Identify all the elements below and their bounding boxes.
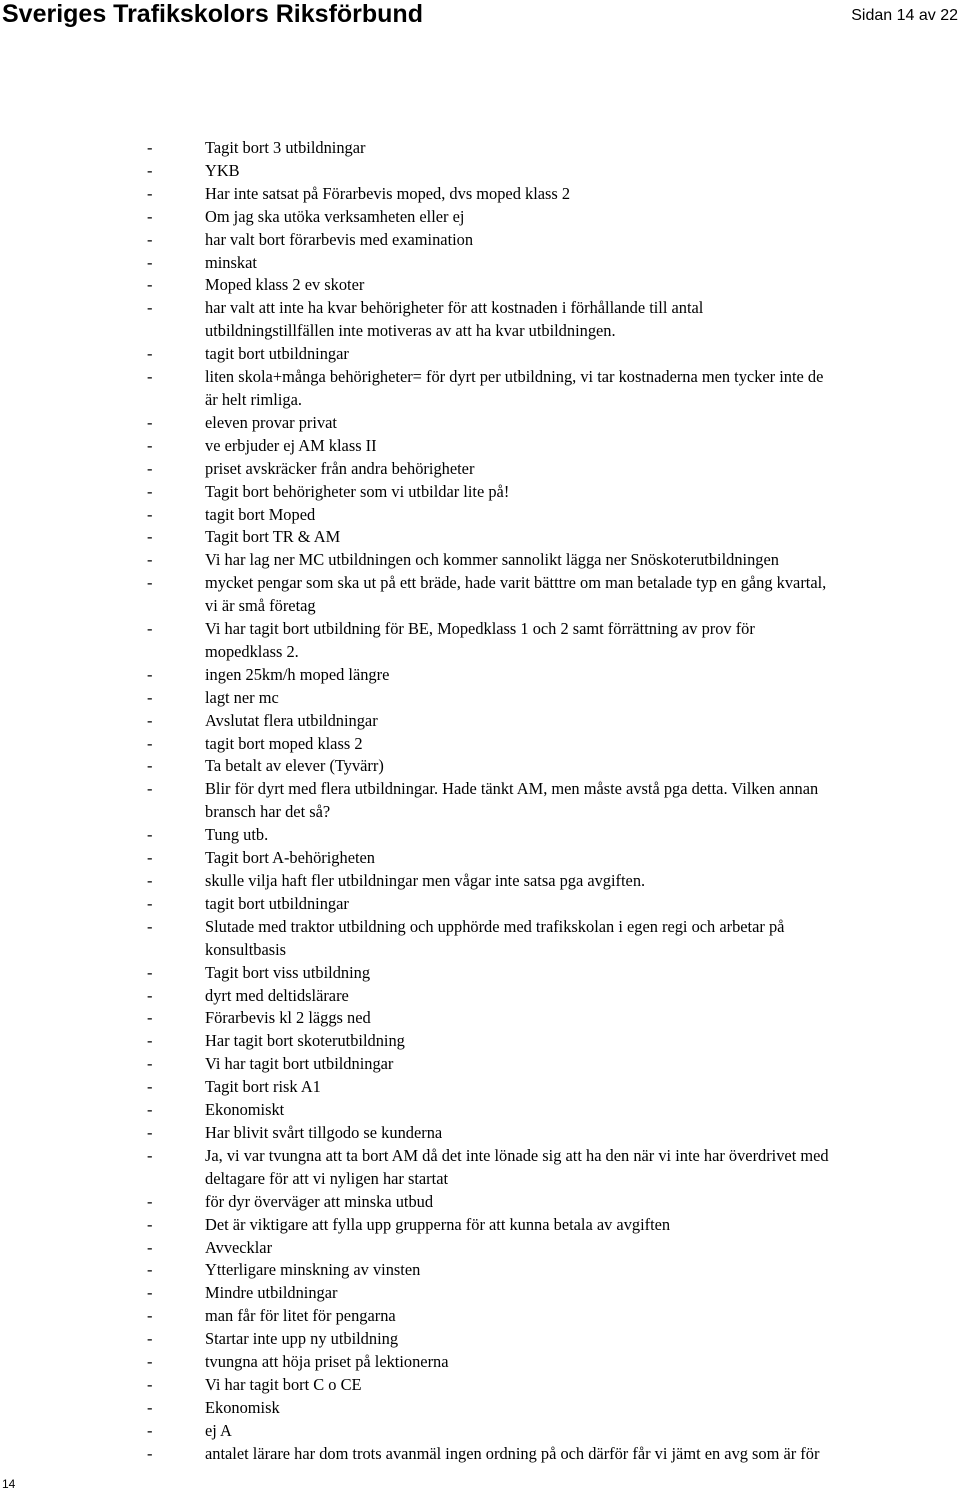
- list-item: [147, 618, 960, 664]
- list-item: [147, 1099, 960, 1122]
- list-item: [147, 1282, 960, 1305]
- list-item: [147, 1443, 960, 1466]
- bullet-dash: -: [147, 481, 153, 501]
- list-item-text: ve erbjuder ej AM klass II: [205, 435, 377, 455]
- list-item: [147, 458, 960, 481]
- list-item-text: Tagit bort TR & AM: [205, 527, 341, 547]
- list-item-text: antalet lärare har dom trots avanmäl ingen ordning på och därför får vi jämt en avg som är för: [205, 1443, 820, 1463]
- list-item: [147, 985, 960, 1008]
- list-item-text: Vi har lag ner MC utbildningen och kommer sannolikt lägga ner Snöskoterutbildningen: [205, 550, 779, 570]
- bullet-dash: -: [147, 458, 153, 478]
- bullet-dash: -: [147, 412, 153, 432]
- list-item-text: Vi har tagit bort C o CE: [205, 1374, 362, 1394]
- list-item-text: eleven provar privat: [205, 412, 337, 432]
- bullet-dash: -: [147, 1054, 153, 1074]
- bullet-dash: -: [147, 733, 153, 753]
- list-item-text: Har tagit bort skoterutbildning: [205, 1031, 405, 1051]
- list-item-text: skulle vilja haft fler utbildningar men vågar inte satsa pga avgiften.: [205, 871, 646, 890]
- list-item-text: konsultbasis: [205, 939, 287, 959]
- list-item-text: Vi har tagit bort utbildningar: [205, 1054, 394, 1074]
- bullet-dash: -: [147, 985, 153, 1005]
- bullet-dash: -: [147, 1077, 153, 1097]
- bullet-dash: -: [147, 893, 153, 913]
- list-item: [147, 847, 960, 870]
- footer-page-number: 14: [2, 1477, 16, 1491]
- list-item-text: priset avskräcker från andra behörigheter: [205, 458, 475, 478]
- bullet-dash: -: [147, 435, 153, 455]
- list-item: [147, 687, 960, 710]
- list-item-text: Det är viktigare att fylla upp grupperna för att kunna betala av avgiften: [205, 1214, 671, 1234]
- bullet-dash: -: [147, 344, 153, 364]
- list-item-text: bransch har det så?: [205, 802, 331, 822]
- list-item: [147, 1397, 960, 1420]
- list-item: [147, 1007, 960, 1030]
- list-item: [147, 733, 960, 756]
- bullet-dash: -: [147, 504, 153, 524]
- bullet-dash: -: [147, 1397, 153, 1417]
- list-item-text: Tung utb.: [205, 825, 269, 845]
- list-item-text: mopedklass 2.: [205, 641, 299, 661]
- list-item-text: Avslutat flera utbildningar: [205, 710, 378, 730]
- list-item-text: Tagit bort viss utbildning: [205, 962, 371, 982]
- list-item: [147, 755, 960, 778]
- bullet-dash: -: [147, 756, 153, 776]
- list-item: [147, 1214, 960, 1237]
- list-item: [147, 916, 960, 962]
- list-item-text: tagit bort utbildningar: [205, 893, 349, 913]
- list-item: [147, 710, 960, 733]
- bullet-dash: -: [147, 138, 153, 157]
- list-item-text: Om jag ska utöka verksamheten eller ej: [205, 206, 465, 226]
- bullet-dash: -: [147, 275, 153, 295]
- bullet-dash: -: [147, 779, 153, 799]
- bullet-dash: -: [147, 160, 153, 180]
- list-item: [147, 1145, 960, 1191]
- list-item-text: Tagit bort behörigheter som vi utbildar lite på!: [205, 481, 510, 501]
- list-item-text: Tagit bort 3 utbildningar: [205, 138, 366, 157]
- list-item: [147, 1259, 960, 1282]
- bullet-dash: -: [147, 1306, 153, 1326]
- bullet-dash: -: [147, 252, 153, 272]
- bullet-dash: -: [147, 183, 153, 203]
- list-item-text: Slutade med traktor utbildning och upphörde med trafikskolan i egen regi och arbetar på: [205, 916, 785, 936]
- bullet-dash: -: [147, 825, 153, 845]
- list-item: [147, 274, 960, 297]
- list-item-text: Avvecklar: [205, 1237, 273, 1257]
- bullet-dash: -: [147, 550, 153, 570]
- bullet-dash: -: [147, 1122, 153, 1142]
- list-item: [147, 572, 960, 618]
- list-item: [147, 1328, 960, 1351]
- list-item: [147, 252, 960, 275]
- list-item-text: Har blivit svårt tillgodo se kunderna: [205, 1122, 443, 1142]
- list-item-text: Har inte satsat på Förarbevis moped, dvs moped klass 2: [205, 183, 571, 203]
- bullet-dash: -: [147, 298, 153, 318]
- list-item-text: tagit bort Moped: [205, 504, 316, 524]
- bullet-dash: -: [147, 687, 153, 707]
- list-item-text: lagt ner mc: [205, 687, 279, 707]
- list-item-text: ej A: [205, 1420, 232, 1440]
- list-item: [147, 870, 960, 893]
- list-item-text: YKB: [205, 160, 240, 180]
- list-item-text: för dyr överväger att minska utbud: [205, 1191, 434, 1211]
- list-item-text: har valt att inte ha kvar behörigheter för att kostnaden i förhållande till antal: [205, 298, 704, 318]
- list-item: [147, 343, 960, 366]
- list-item: [147, 137, 960, 160]
- list-item-text: Ytterligare minskning av vinsten: [205, 1260, 421, 1280]
- bullet-dash: -: [147, 1420, 153, 1440]
- list-item: [147, 504, 960, 527]
- list-item-text: liten skola+många behörigheter= för dyrt per utbildning, vi tar kostnaderna men tycker inte de: [205, 367, 824, 387]
- list-item: [147, 1237, 960, 1260]
- organization-title: Sveriges Trafikskolors Riksförbund: [2, 0, 423, 28]
- list-item: [147, 526, 960, 549]
- list-item-text: Mindre utbildningar: [205, 1283, 338, 1303]
- bullet-dash: -: [147, 916, 153, 936]
- list-item-text: Ekonomisk: [205, 1397, 280, 1417]
- list-item-text: Startar inte upp ny utbildning: [205, 1329, 399, 1349]
- list-item-text: har valt bort förarbevis med examination: [205, 229, 474, 249]
- list-item: [147, 778, 960, 824]
- list-item: [147, 1374, 960, 1397]
- list-item: [147, 412, 960, 435]
- list-item: [147, 1351, 960, 1374]
- page-header: [0, 0, 960, 34]
- list-item-text: deltagare för att vi nyligen har startat: [205, 1168, 449, 1188]
- list-item: [147, 1305, 960, 1328]
- list-item: [147, 183, 960, 206]
- list-item-text: Tagit bort risk A1: [205, 1077, 321, 1097]
- list-item: [147, 1076, 960, 1099]
- list-item: [147, 1122, 960, 1145]
- list-item-text: tvungna att höja priset på lektionerna: [205, 1352, 449, 1372]
- bullet-dash: -: [147, 619, 153, 639]
- bullet-dash: -: [147, 527, 153, 547]
- bullet-dash: -: [147, 1283, 153, 1303]
- bullet-dash: -: [147, 1100, 153, 1120]
- bullet-dash: -: [147, 1191, 153, 1211]
- list-item-text: Ekonomiskt: [205, 1100, 285, 1120]
- list-item: [147, 549, 960, 572]
- list-item: [147, 1030, 960, 1053]
- list-item-text: minskat: [205, 252, 257, 272]
- bullet-dash: -: [147, 1008, 153, 1028]
- list-item: [147, 366, 960, 412]
- list-item: [147, 893, 960, 916]
- bullet-dash: -: [147, 1031, 153, 1051]
- bullet-dash: -: [147, 1214, 153, 1234]
- bullet-dash: -: [147, 1443, 153, 1463]
- list-item-text: tagit bort utbildningar: [205, 344, 349, 364]
- bullet-dash: -: [147, 1329, 153, 1349]
- list-item-text: vi är små företag: [205, 596, 316, 616]
- list-item: [147, 160, 960, 183]
- bullet-dash: -: [147, 367, 153, 387]
- list-item-text: man får för litet för pengarna: [205, 1306, 396, 1326]
- bullet-dash: -: [147, 664, 153, 684]
- bullet-dash: -: [147, 1352, 153, 1372]
- list-item: [147, 824, 960, 847]
- list-item: [147, 206, 960, 229]
- list-item: [147, 229, 960, 252]
- list-item: [147, 1053, 960, 1076]
- page-indicator: Sidan 14 av 22: [851, 7, 958, 24]
- list-item-text: Blir för dyrt med flera utbildningar. Hade tänkt AM, men måste avstå pga detta. Vilken annan: [205, 779, 819, 799]
- list-item-text: mycket pengar som ska ut på ett bräde, hade varit bätttre om man betalade typ en gång kvartal,: [205, 573, 827, 593]
- list-item: [147, 664, 960, 687]
- list-item-text: Ja, vi var tvungna att ta bort AM då det inte lönade sig att ha den när vi inte har överdrivet med: [205, 1145, 829, 1165]
- list-item-text: Ta betalt av elever (Tyvärr): [205, 756, 384, 776]
- list-item: [147, 962, 960, 985]
- bullet-dash: -: [147, 1260, 153, 1280]
- bullet-dash: -: [147, 206, 153, 226]
- bullet-dash: -: [147, 573, 153, 593]
- bullet-dash: -: [147, 1237, 153, 1257]
- list-item: [147, 297, 960, 343]
- bullet-dash: -: [147, 1374, 153, 1394]
- bullet-dash: -: [147, 871, 153, 890]
- bullet-dash: -: [147, 848, 153, 868]
- list-item-text: Moped klass 2 ev skoter: [205, 275, 365, 295]
- list-item-text: utbildningstillfällen inte motiveras av att ha kvar utbildningen.: [205, 321, 616, 341]
- bullet-dash: -: [147, 1145, 153, 1165]
- list-item-text: Förarbevis kl 2 läggs ned: [205, 1008, 371, 1028]
- list-item-text: är helt rimliga.: [205, 389, 302, 409]
- list-item: [147, 1420, 960, 1443]
- list-item: [147, 1191, 960, 1214]
- list-item-text: dyrt med deltidslärare: [205, 985, 349, 1005]
- list-item: [147, 481, 960, 504]
- list-item-text: tagit bort moped klass 2: [205, 733, 363, 753]
- response-list: [147, 137, 960, 1466]
- list-item-text: ingen 25km/h moped längre: [205, 664, 390, 684]
- bullet-dash: -: [147, 962, 153, 982]
- list-item: [147, 435, 960, 458]
- bullet-dash: -: [147, 229, 153, 249]
- list-item-text: Vi har tagit bort utbildning för BE, Mopedklass 1 och 2 samt förrättning av prov för: [205, 619, 755, 639]
- list-item-text: Tagit bort A-behörigheten: [205, 848, 375, 868]
- bullet-dash: -: [147, 710, 153, 730]
